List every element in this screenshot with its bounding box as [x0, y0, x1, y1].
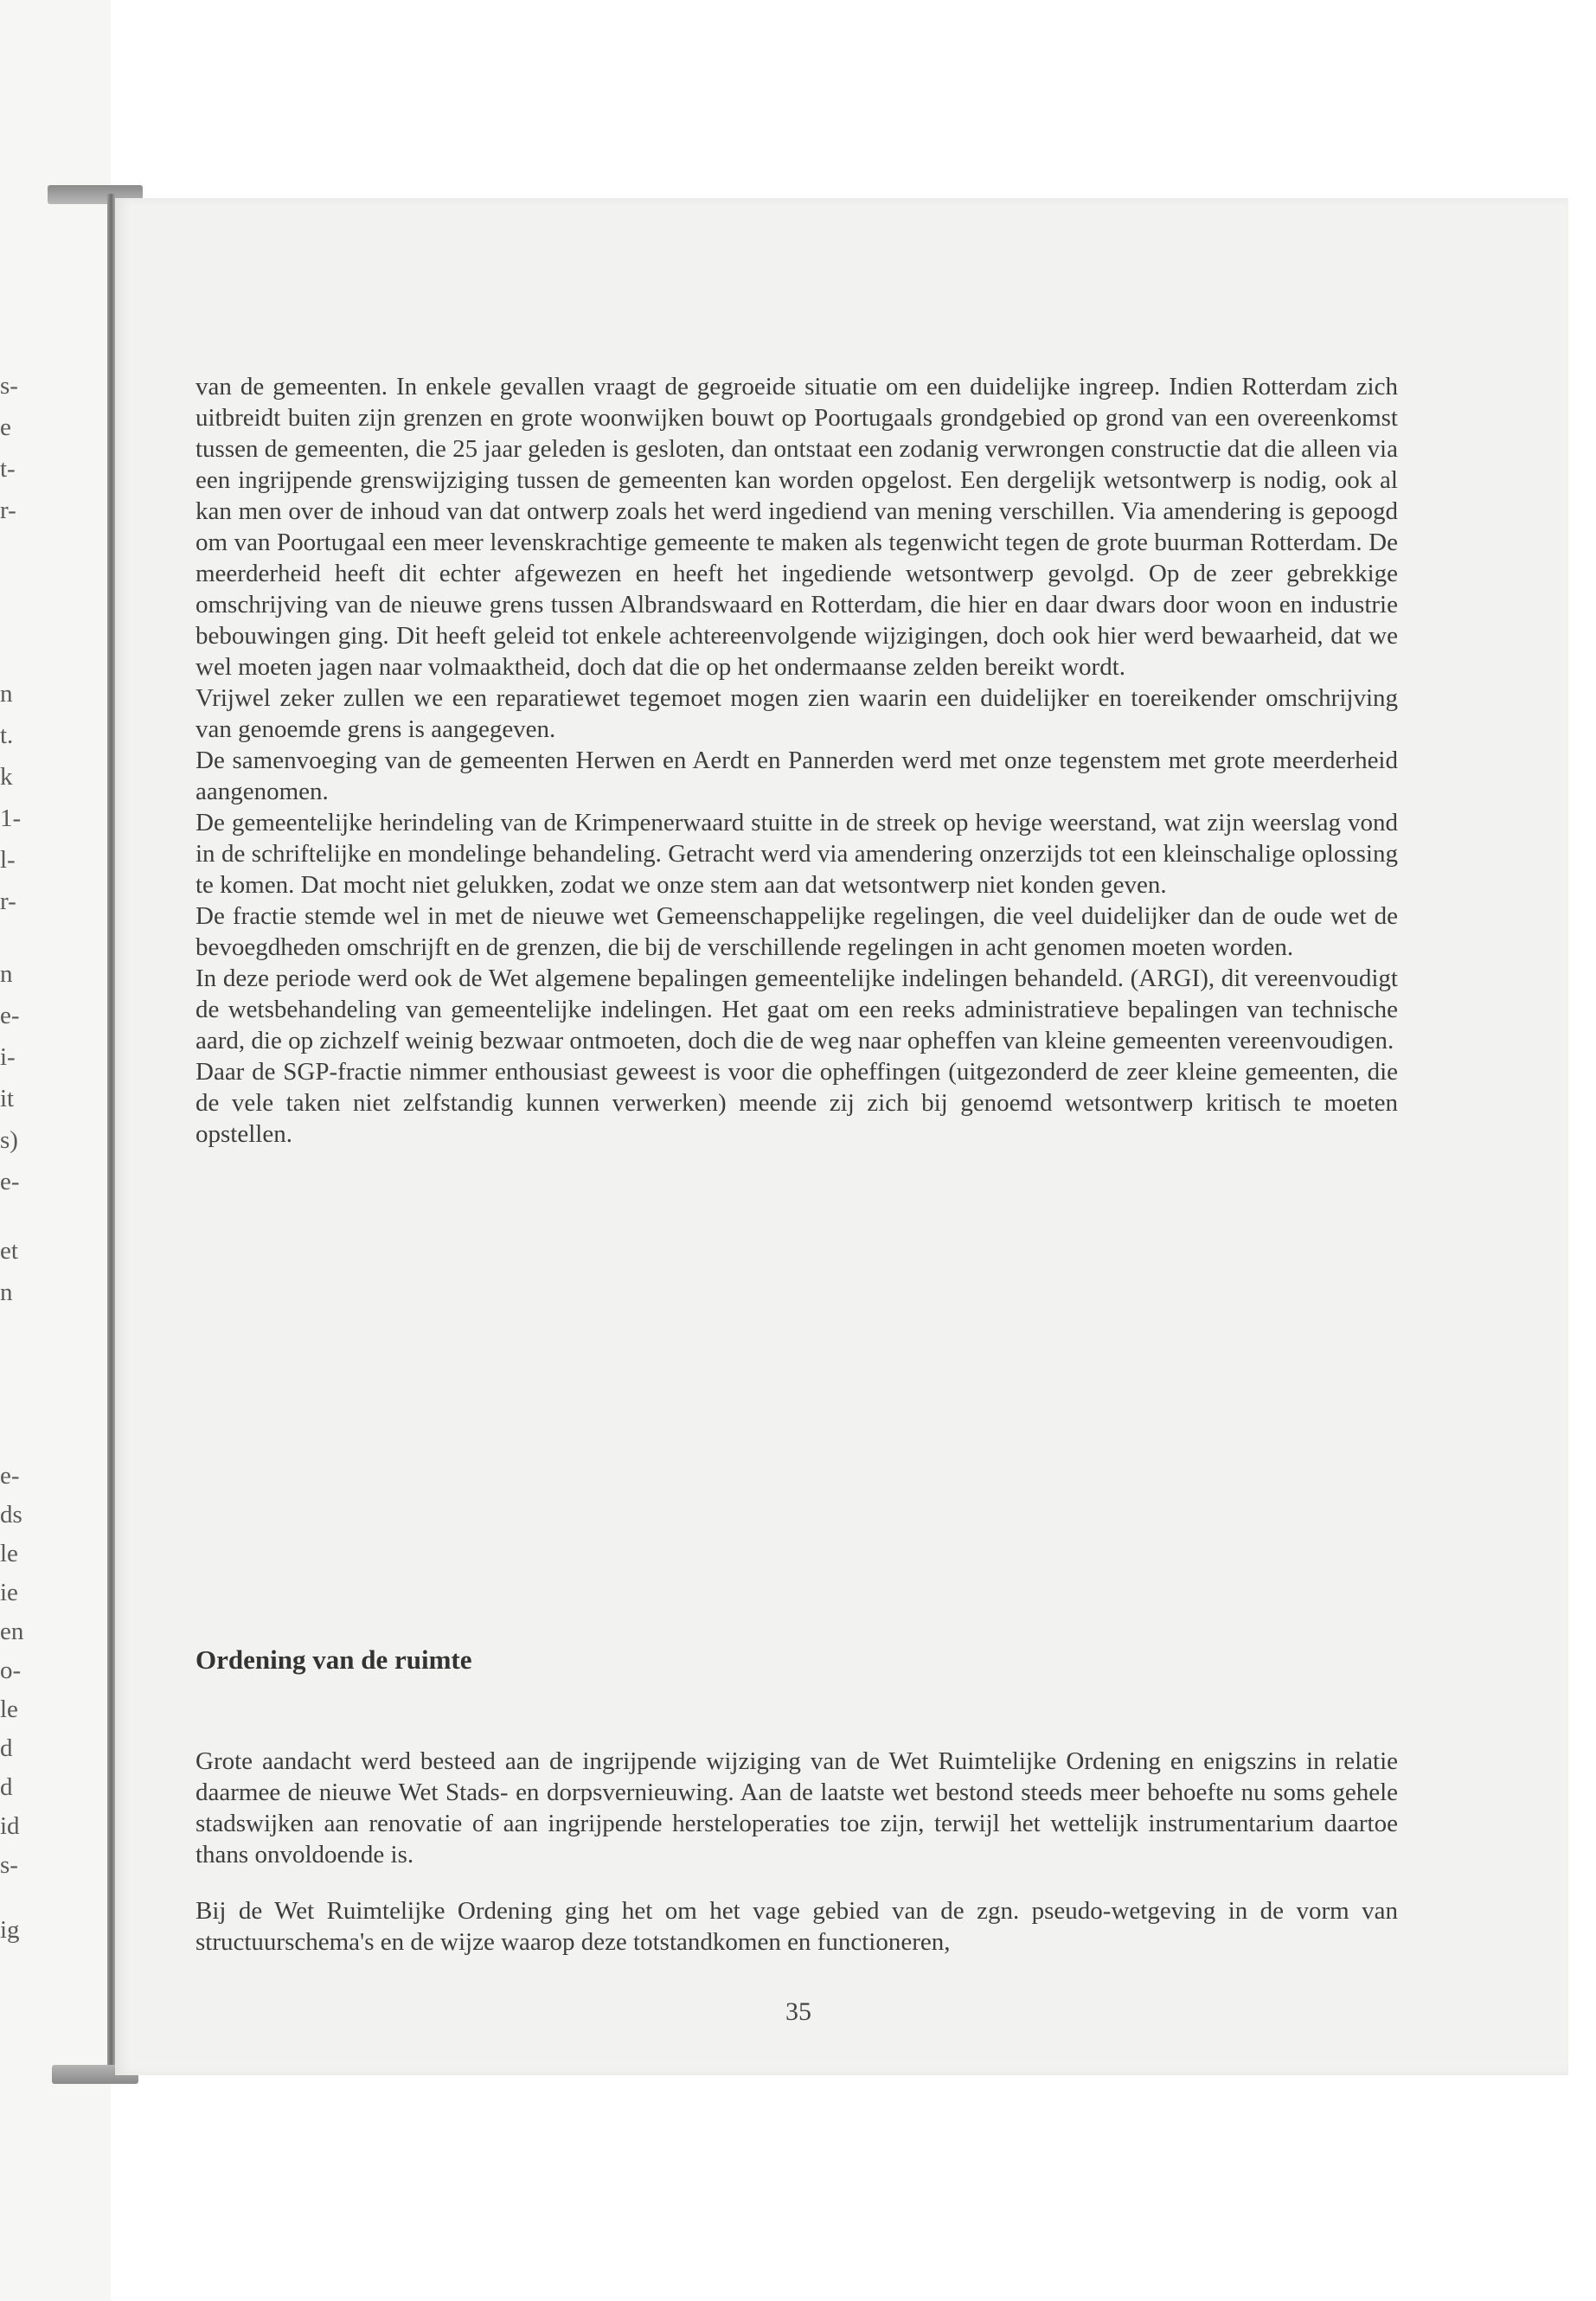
margin-fragment: s) — [0, 1126, 18, 1154]
margin-fragment: id — [0, 1812, 20, 1840]
previous-page-edge — [0, 0, 111, 2301]
margin-fragment: n — [0, 1279, 13, 1306]
margin-fragment: r- — [0, 497, 16, 524]
margin-fragment: ig — [0, 1916, 20, 1944]
margin-fragment: en — [0, 1618, 24, 1645]
section-heading: Ordening van de ruimte — [195, 1644, 472, 1675]
paragraph: Grote aandacht werd besteed aan de ingrijpende wijziging van de Wet Ruimtelijke Ordening en enigszins in relatie daarmee de nieuwe Wet Stads- en dorpsvernieuwing. Aan de laatste wet bestond steeds meer behoefte nu soms gehele stadswijken aan renovatie of aan ingrijpende hersteloperaties toe zijn, terwijl het wettelijk instrumentarium daartoe thans onvoldoende is. — [195, 1747, 1398, 1868]
margin-fragment: i- — [0, 1043, 16, 1071]
margin-fragment: le — [0, 1695, 18, 1723]
paragraph: Daar de SGP-fractie nimmer enthousiast geweest is voor die opheffingen (uitgezonderd de zeer kleine gemeenten, die de vele taken niet zelfstandig kunnen verwerken) meende zij zich bij genoemd wetsontwerp kritisch te moeten opstellen. — [195, 1058, 1398, 1148]
margin-fragment: s- — [0, 372, 18, 400]
margin-fragment: d — [0, 1773, 13, 1801]
page-number: 35 — [785, 1997, 811, 2026]
book-page — [115, 198, 1568, 2075]
margin-fragment: e — [0, 413, 11, 441]
margin-fragment: k — [0, 763, 13, 791]
margin-fragment: 1- — [0, 804, 22, 832]
margin-fragment: t- — [0, 455, 16, 483]
margin-fragment: l- — [0, 846, 16, 874]
margin-fragment: ds — [0, 1501, 22, 1529]
paragraph: Bij de Wet Ruimtelijke Ordening ging het om het vage gebied van de zgn. pseudo-wetgeving in de vorm van structuurschema's en de wijze waarop deze totstandkomen en functioneren, — [195, 1897, 1398, 1956]
margin-fragment: e- — [0, 1462, 20, 1490]
margin-fragment: le — [0, 1540, 18, 1567]
body-text-bottom — [195, 1721, 1398, 1983]
margin-fragment: t. — [0, 721, 14, 749]
paragraph: van de gemeenten. In enkele gevallen vraagt de gegroeide situatie om een duidelijke ingreep. Indien Rotterdam zich uitbreidt buiten zijn grenzen en grote woonwijken bouwt op Poortugaals grondgebied op grond van een overeenkomst tussen de gemeenten, die 25 jaar geleden is gesloten, dan ontstaat een zodanig verwrongen constructie dat die alleen via een ingrijpende grenswijziging tussen de gemeenten kan worden opgelost. Een dergelijk wetsontwerp is nodig, ook al kan men over de inhoud van dat ontwerp zoals het werd ingediend van mening verschillen. Via amendering is gepoogd om van Poortugaal een meer levenskrachtige gemeente te maken als tegenwicht tegen de grote buurman Rotterdam. De meerderheid heeft dit echter afgewezen en heeft het ingediende wetsontwerp gevolgd. Op de zeer gebrekkige omschrijving van de nieuwe grens tussen Albrandswaard en Rotterdam, die hier en daar dwars door woon en industrie bebouwingen ging. Dit heeft geleid tot enkele achtereenvolgende wijzigingen, doch ook hier werd bewaarheid, dat we wel moeten jagen naar volmaaktheid, doch dat die op het ondermaanse zelden bereikt wordt. — [195, 373, 1398, 681]
book-spine — [107, 194, 115, 2076]
margin-fragment: o- — [0, 1657, 22, 1684]
margin-fragment: it — [0, 1085, 15, 1112]
margin-fragment: e- — [0, 1002, 20, 1029]
paragraph: Vrijwel zeker zullen we een reparatiewet tegemoet mogen zien waarin een duidelijker en toereikender omschrijving van genoemde grens is aangegeven. — [195, 684, 1398, 743]
margin-fragment: s- — [0, 1851, 18, 1879]
paragraph: In deze periode werd ook de Wet algemene bepalingen gemeentelijke indelingen behandeld. (ARGI), dit vereenvoudigt de wetsbehandeling van gemeentelijke indelingen. Het gaat om een reeks administratieve bepalingen van technische aard, die op zichzelf weinig bezwaar ontmoeten, doch die de weg naar opheffen van kleine gemeenten vereenvoudigen. — [195, 965, 1398, 1054]
paragraph: De samenvoeging van de gemeenten Herwen en Aerdt en Pannerden werd met onze tegenstem met grote meerderheid aangenomen. — [195, 747, 1398, 805]
margin-fragment: d — [0, 1734, 13, 1762]
margin-fragment: et — [0, 1237, 18, 1265]
margin-fragment: e- — [0, 1168, 20, 1195]
paragraph: De gemeentelijke herindeling van de Krimpenerwaard stuitte in de streek op hevige weerstand, wat zijn weerslag vond in de schriftelijke en mondelinge behandeling. Getracht werd via amendering onzerzijds tot een kleinschalige oplossing te komen. Dat mocht niet gelukken, zodat we onze stem aan dat wetsontwerp niet konden geven. — [195, 809, 1398, 899]
margin-fragment: r- — [0, 888, 16, 915]
paragraph: De fractie stemde wel in met de nieuwe wet Gemeenschappelijke regelingen, die veel duidelijker dan de oude wet de bevoegdheden omschrijft en de grenzen, die bij de verschillende regelingen in acht genomen moeten worden. — [195, 902, 1398, 961]
margin-fragment: n — [0, 680, 13, 708]
margin-fragment: n — [0, 960, 13, 988]
margin-fragment: ie — [0, 1579, 18, 1606]
body-text-top — [195, 371, 1398, 1150]
